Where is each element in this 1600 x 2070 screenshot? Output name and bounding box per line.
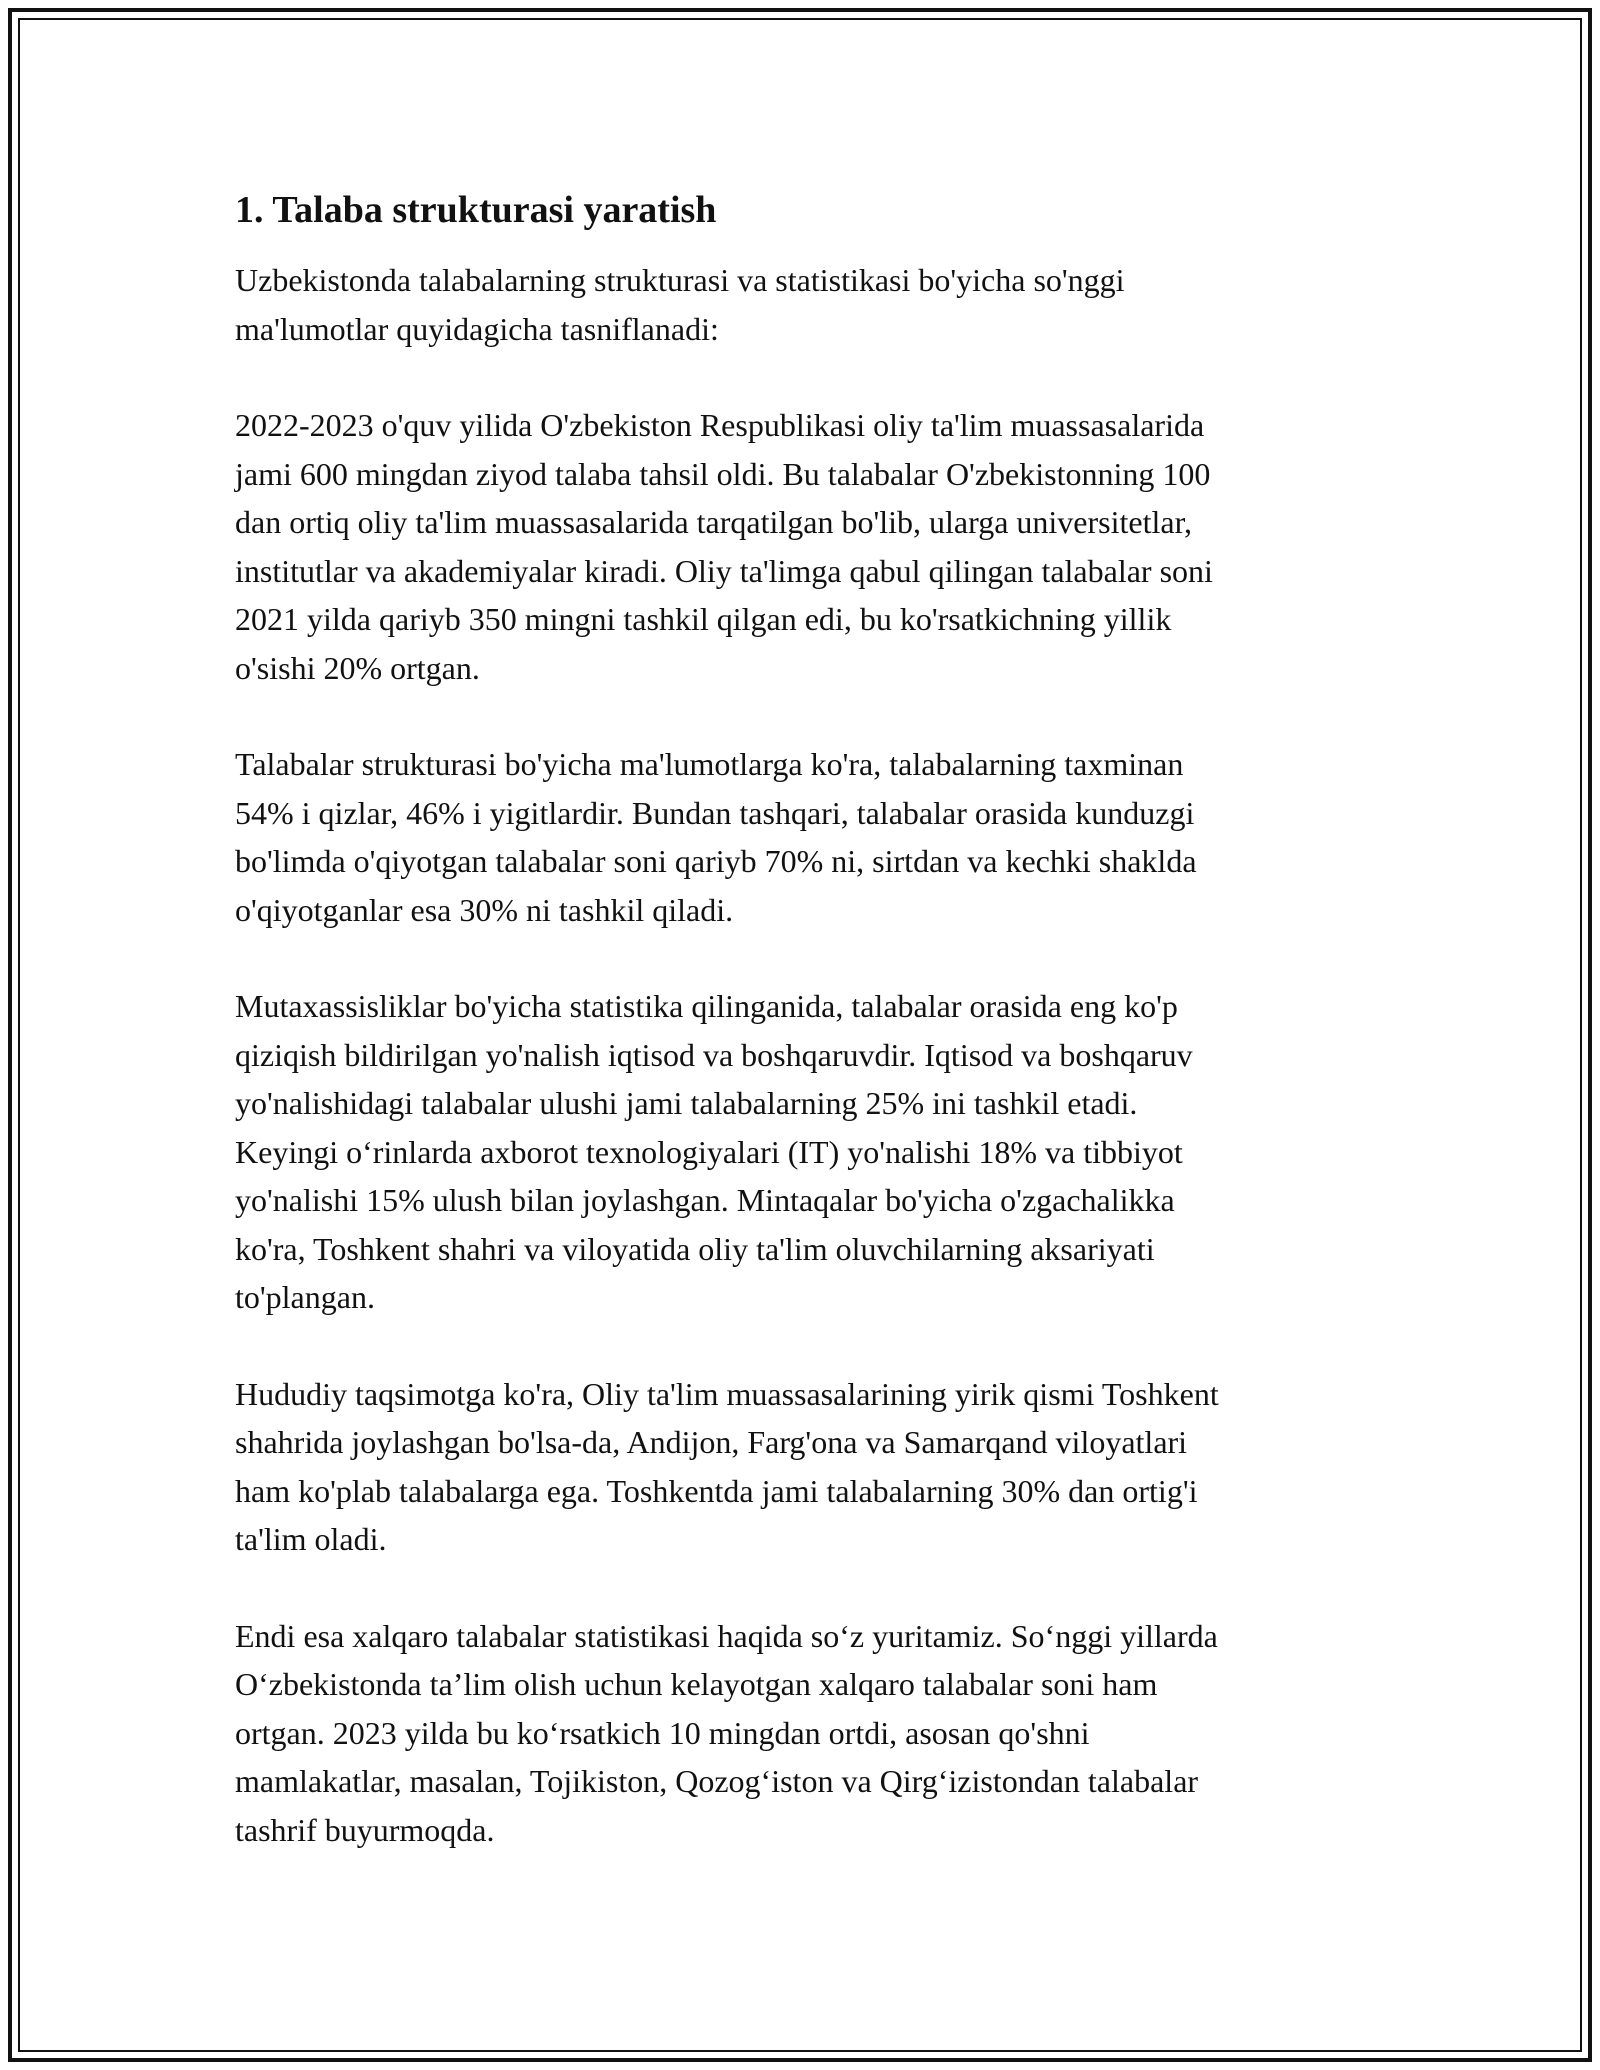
text-line: ma'lumotlar quyidagicha tasniflanadi: — [235, 310, 719, 347]
text-line: ham ko'plab talabalarga ega. Toshkentda jami talabalarning 30% dan ortig'i — [235, 1472, 1198, 1509]
text-line: Mutaxassisliklar bo'yicha statistika qilinganida, talabalar orasida eng ko'p — [235, 988, 1178, 1024]
text-line: Hududiy taqsimotga ko'ra, Oliy ta'lim muassasalarining yirik qismi Toshkent — [235, 1375, 1219, 1412]
text-line: mamlakatlar, masalan, Tojikiston, Qozog‘iston va Qirg‘izistondan talabalar — [235, 1763, 1199, 1799]
paragraph-structure — [235, 740, 1375, 934]
text-line: o'qiyotganlar esa 30% ni tashkil qiladi. — [235, 891, 734, 928]
text-line: bo'limda o'qiyotgan talabalar soni qariyb 70% ni, sirtdan va kechki shaklda — [235, 843, 1197, 879]
text-line: dan ortiq oliy ta'lim muassasalarida tarqatilgan bo'lib, ularga universitetlar, — [235, 504, 1192, 540]
text-line: tashrif buyurmoqda. — [235, 1811, 495, 1848]
text-line: jami 600 mingdan ziyod talaba tahsil oldi. Bu talabalar O'zbekistonning 100 — [235, 455, 1211, 492]
paragraph-international — [235, 1612, 1375, 1855]
paragraph-specialties — [235, 982, 1375, 1322]
paragraph-intro — [235, 256, 1375, 353]
text-line: to'plangan. — [235, 1279, 375, 1315]
text-line: Talabalar strukturasi bo'yicha ma'lumotlarga ko'ra, talabalarning taxminan — [235, 746, 1184, 782]
text-line: 2021 yilda qariyb 350 mingni tashkil qilgan edi, bu ko'rsatkichning yillik — [235, 601, 1172, 637]
text-line: o'sishi 20% ortgan. — [235, 649, 480, 686]
text-line: Endi esa xalqaro talabalar statistikasi haqida so‘z yuritamiz. So‘nggi yillarda — [235, 1617, 1218, 1654]
text-line: O‘zbekistonda ta’lim olish uchun kelayotgan xalqaro talabalar soni ham — [235, 1666, 1158, 1702]
section-heading: 1. Talaba strukturasi yaratish — [235, 189, 717, 231]
text-line: 54% i qizlar, 46% i yigitlardir. Bundan tashqari, talabalar orasida kunduzgi — [235, 794, 1195, 831]
text-line: Keyingi o‘rinlarda axborot texnologiyalari (IT) yo'nalishi 18% va tibbiyot — [235, 1133, 1183, 1170]
text-line: yo'nalishidagi talabalar ulushi jami talabalarning 25% ini tashkil etadi. — [235, 1085, 1138, 1121]
text-line: ortgan. 2023 yilda bu ko‘rsatkich 10 mingdan ortdi, asosan qo'shni — [235, 1714, 1090, 1751]
text-line: shahrida joylashgan bo'lsa-da, Andijon, Farg'ona va Samarqand viloyatlari — [235, 1424, 1188, 1460]
paragraph-enrollment — [235, 401, 1375, 692]
text-line: qiziqish bildirilgan yo'nalish iqtisod va boshqaruvdir. Iqtisod va boshqaruv — [235, 1036, 1193, 1073]
text-line: ta'lim oladi. — [235, 1521, 387, 1557]
text-line: 2022-2023 o'quv yilida O'zbekiston Respublikasi oliy ta'lim muassasalarida — [235, 407, 1205, 443]
text-line: institutlar va akademiyalar kiradi. Oliy ta'limga qabul qilingan talabalar soni — [235, 552, 1213, 589]
document-body — [235, 186, 1375, 1902]
text-line: ko'ra, Toshkent shahri va viloyatida oliy ta'lim oluvchilarning aksariyati — [235, 1230, 1155, 1267]
text-line: yo'nalishi 15% ulush bilan joylashgan. Mintaqalar bo'yicha o'zgachalikka — [235, 1182, 1175, 1218]
paragraph-regional — [235, 1370, 1375, 1564]
text-line: Uzbekistonda talabalarning strukturasi va statistikasi bo'yicha so'nggi — [235, 262, 1125, 298]
